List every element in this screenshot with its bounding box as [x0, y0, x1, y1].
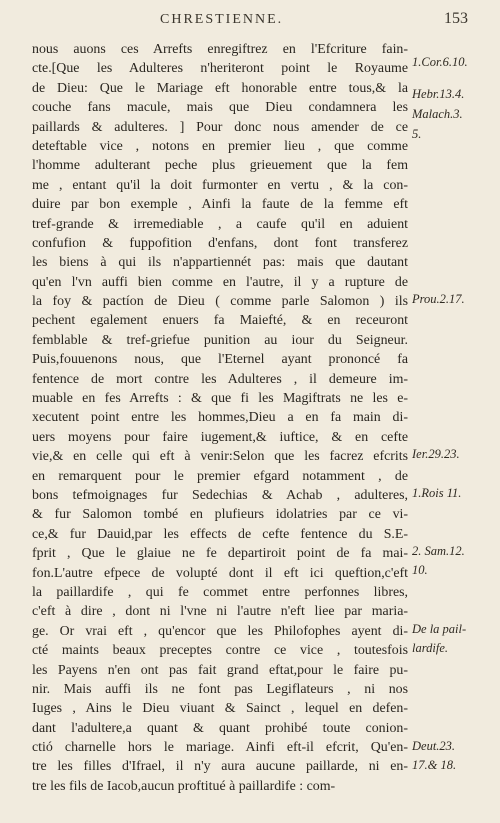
margin-citation: Malach.3. [412, 107, 463, 121]
text-line: & fur Salomon tombé en plufieurs idolatries par ce vi- [32, 507, 408, 523]
text-line: fon.L'autre efpece de volupté dont il eft ici queftion,c'eft [32, 565, 408, 581]
text-line: cté maints beaux preceptes contre ce vice , toutesfois [32, 643, 408, 659]
text-line: vie,& en celle qui eft à venir:Selon que les facrez efcrits [32, 449, 408, 465]
text-line: c'eft à dire , dont ni l'vne ni l'autre n'eft liee par maria- [32, 604, 408, 620]
running-head [0, 12, 500, 40]
text-line: femblable & tref-griefue punition au iour du Seigneur. [32, 332, 408, 348]
text-line: Puis,fouuenons nous, que l'Eternel ayant prononcé fa [32, 352, 408, 368]
margin-citation: Prou.2.17. [412, 292, 465, 306]
text-line: me , entant qu'il la doit furmonter en vertu , & la con- [32, 177, 408, 193]
text-line: Iuges , Ains le Dieu viuant & Sainct , lequel en defen- [32, 701, 408, 717]
text-line: tre les fils de Iacob,aucun proftitué à paillardife : com- [32, 778, 336, 794]
text-line: fprit , Que le glaiue ne fe departiroit point de fa mai- [32, 546, 408, 562]
text-line: cte.[Que les Adulteres n'heriteront point le Royaume [32, 61, 408, 77]
margin-heading: De la pail- [412, 622, 467, 636]
text-line: de Dieu: Que le Mariage eft honorable entre tous,& la [32, 80, 408, 96]
text-line: duire par bon exemple , Ainfi la faute de la femme eft [32, 197, 408, 213]
text-line: les Payens n'en ont pas fait grand eftat,pour le faire pu- [32, 662, 408, 678]
margin-citation: Ier.29.23. [412, 447, 460, 461]
text-line: fentence de mort contre les Adulteres , il demeure im- [32, 371, 408, 387]
text-line: tre les filles d'Ifrael, il n'y aura aucune paillarde, ni en- [32, 759, 408, 775]
text-line: uers moyens pour faire iugement,& iuftice, & en cefte [32, 429, 408, 445]
margin-citation: 5. [412, 127, 422, 141]
text-line: paillards & adulteres. ] Pour donc nous amender de ce [32, 119, 408, 135]
margin-citation: Deut.23. [412, 739, 456, 753]
text-line: qu'en l'vn auffi bien comme en l'autre, il y a rupture de [32, 274, 408, 290]
text-line: dant l'adultere,a quant & quant prohibé toute conion- [32, 720, 408, 736]
text-line: tref-grande & irremediable , a caufe qu'il en aduient [32, 216, 408, 232]
text-line: pechent egalement enuers fa Maiefté, & en receuront [32, 313, 408, 329]
text-line: les biens à qui ils n'appartiennét pas: mais que dautant [32, 255, 408, 271]
text-line: l'homme adulterant peche plus grieuement que la fem [32, 158, 408, 174]
text-line: muable en fes Arrefts : & que fi les Magiftrats ne les e- [32, 391, 408, 407]
margin-heading: lardife. [412, 641, 448, 655]
margin-citation: 1.Cor.6.10. [412, 55, 468, 69]
margin-citation: 17.& 18. [412, 758, 457, 772]
page-number: 153 [444, 10, 468, 27]
text-line: ge. Or vrai eft , qu'encor que les Philofophes ayent di- [32, 623, 408, 639]
text-line: deteftable vice , notons en premier lieu , que comme [32, 138, 408, 154]
margin-citation: 10. [412, 563, 428, 577]
margin-citation: 2. Sam.12. [412, 544, 465, 558]
text-line: la paillardife , qui fe commet entre perfonnes libres, [32, 584, 408, 600]
body-text [32, 40, 408, 796]
text-line: bons tefmoignages fur Sedechias & Achab , adulteres, [32, 487, 408, 503]
text-line: ce,& fur Dauid,par les effects de cefte fentence du S.E- [32, 526, 408, 542]
text-line: nir. Mais auffi ils ne font pas Legiflateurs , ni nos [32, 681, 408, 697]
text-line: xecutent point entre les hommes,Dieu a en fa main di- [32, 410, 408, 426]
text-line: couche fans macule, mais que Dieu condamnera les [32, 100, 408, 116]
margin-citation: Hebr.13.4. [412, 87, 465, 101]
margin-citation: 1.Rois 11. [412, 486, 462, 500]
running-title: CHRESTIENNE. [160, 12, 284, 27]
text-line: confufion & fuppofition d'enfans, dont font transferez [32, 235, 408, 251]
text-line: ctió charnelle hors le mariage. Ainfi eft-il efcrit, Qu'en- [32, 740, 408, 756]
text-line: en remarquent pour le premier efgard notamment , de [32, 468, 408, 484]
text-line: la foy & pactíon de Dieu ( comme parle Salomon ) ils [32, 294, 408, 310]
text-line: nous auons ces Arrefts enregiftrez en l'Efcriture fain- [32, 42, 408, 57]
